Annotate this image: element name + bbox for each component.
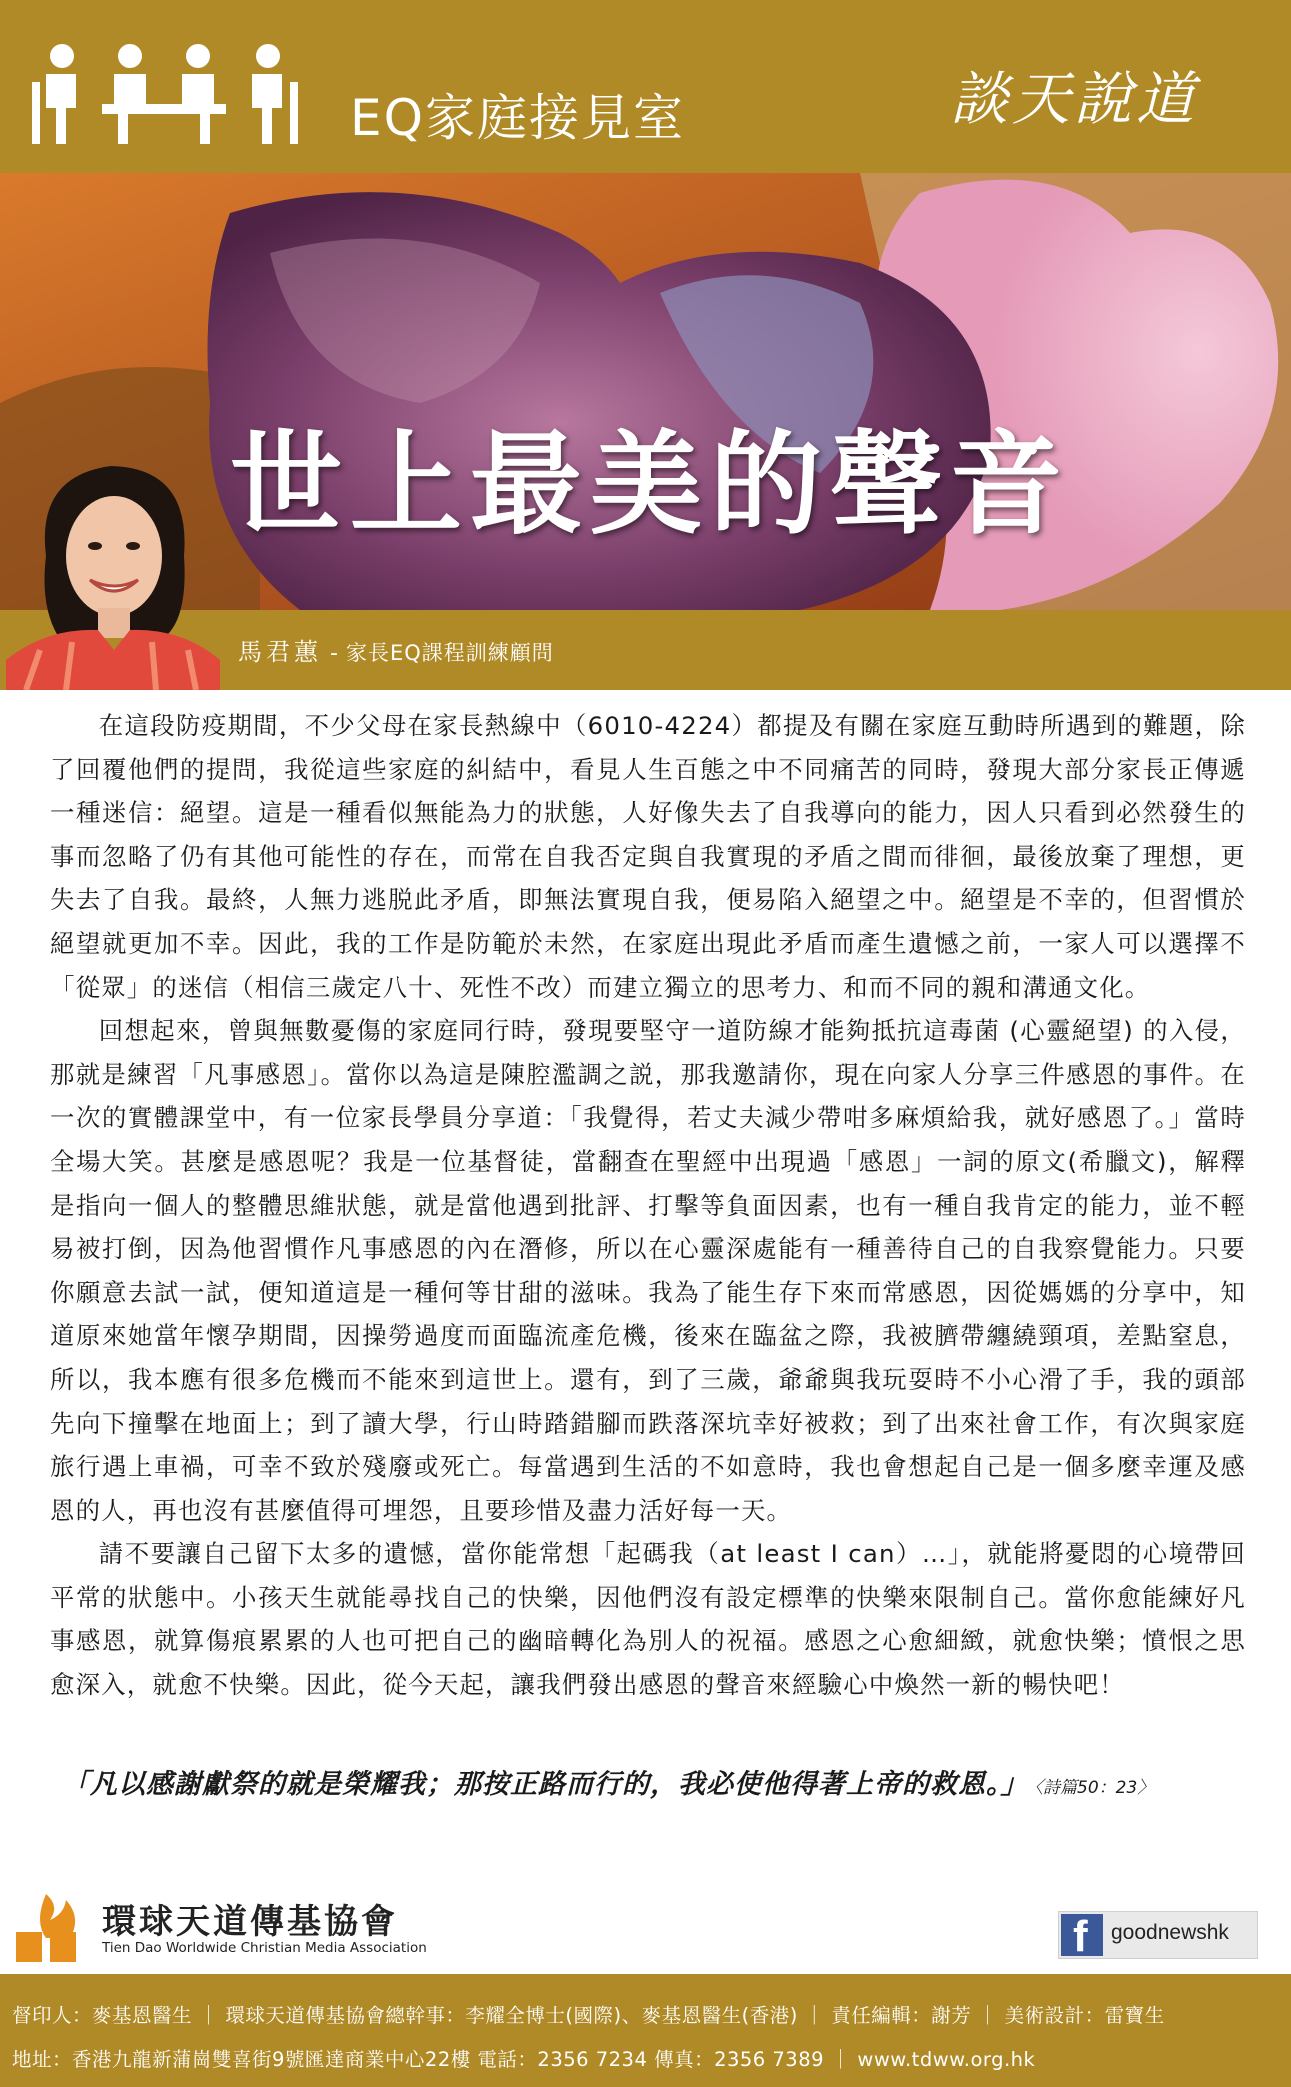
flame-cross-logo-icon bbox=[16, 1892, 98, 1962]
address-line: 地址：香港九龍新蒲崗雙喜街9號匯達商業中心22樓 電話：2356 7234 傳真：2356 7389 ｜ www.tdww.org.hk bbox=[12, 2048, 1036, 2071]
facebook-link[interactable] bbox=[1058, 1911, 1258, 1959]
brand-logo-text: 談天說道 bbox=[950, 65, 1199, 133]
scripture-reference: 〈詩篇50：23〉 bbox=[1034, 1778, 1155, 1798]
organization-name: 環球天道傳基協會 bbox=[102, 1902, 398, 1942]
scripture-text: 「凡以感謝獻祭的就是榮耀我；那按正路而行的，我必使他得著上帝的救恩。」 bbox=[62, 1769, 1029, 1800]
article-paragraph: 在這段防疫期間，不少父母在家長熱線中（6010-4224）都提及有關在家庭互動時所遇到的難題，除了回覆他們的提問，我從這些家庭的糾結中，看見人生百態之中不同痛苦的同時，發現大部分家長正傳遞一種迷信：絕望。這是一種看似無能為力的狀態，人好像失去了自我導向的能力，因人只看到必然發生的事而忽略了仍有其他可能性的存在，而常在自我否定與自我實現的矛盾之間而徘徊，最後放棄了理想，更失去了自我。最終，人無力逃脱此矛盾，即無法實現自我，便易陷入絕望之中。絕望是不幸的，但習慣於絕望就更加不幸。因此，我的工作是防範於未然，在家庭出現此矛盾而產生遺憾之前，一家人可以選擇不「從眾」的迷信（相信三歲定八十、死性不改）而建立獨立的思考力、和而不同的親和溝通文化。 bbox=[50, 711, 1246, 1002]
article-body bbox=[50, 704, 1246, 1707]
organization-logo bbox=[16, 1892, 436, 1962]
family-meeting-icon bbox=[28, 42, 328, 152]
header-band bbox=[0, 0, 1291, 173]
article-paragraph: 回想起來，曾與無數憂傷的家庭同行時，發現要堅守一道防線才能夠抵抗這毒菌 (心靈絕望) 的入侵，那就是練習「凡事感恩」。當你以為這是陳腔濫調之説，那我邀請你，現在向家人分享三件感恩的事件。在一次的實體課堂中，有一位家長學員分享道：「我覺得，若丈夫減少帶咁多麻煩給我，就好感恩了。」當時全場大笑。甚麼是感恩呢？我是一位基督徒，當翻查在聖經中出現過「感恩」一詞的原文(希臘文)，解釋是指向一個人的整體思維狀態，就是當他遇到批評、打擊等負面因素，也有一種自我肯定的能力，並不輕易被打倒，因為他習慣作凡事感恩的內在潛修，所以在心靈深處能有一種善待自己的自我察覺能力。只要你願意去試一試，便知道這是一種何等甘甜的滋味。我為了能生存下來而常感恩，因從媽媽的分享中，知道原來她當年懷孕期間，因操勞過度而面臨流產危機，後來在臨盆之際，我被臍帶纏繞頸項，差點窒息，所以，我本應有很多危機而不能來到這世上。還有，到了三歲，爺爺與我玩耍時不小心滑了手，我的頭部先向下撞擊在地面上；到了讀大學，行山時踏錯腳而跌落深坑幸好被救；到了出來社會工作，有次與家庭旅行遇上車禍，可幸不致於殘廢或死亡。每當遇到生活的不如意時，我也會想起自己是一個多麼幸運及感恩的人，再也沒有甚麼值得可埋怨，且要珍惜及盡力活好每一天。 bbox=[50, 1016, 1246, 1525]
footer-band bbox=[0, 1974, 1291, 2087]
author-byline bbox=[238, 632, 554, 667]
article-headline: 世上最美的聲音 bbox=[230, 420, 1070, 550]
column-title: EQ家庭接見室 bbox=[350, 89, 685, 147]
author-separator: - bbox=[330, 641, 338, 666]
author-role: 家長EQ課程訓練顧問 bbox=[345, 641, 554, 665]
credits-line: 督印人：麥基恩醫生 ｜ 環球天道傳基協會總幹事：李耀全博士(國際)、麥基恩醫生(香港) ｜ 責任編輯：謝芳 ｜ 美術設計：雷寶生 bbox=[12, 2004, 1165, 2027]
author-name: 馬君蕙 bbox=[238, 638, 322, 666]
facebook-handle: goodnewshk bbox=[1111, 1921, 1229, 1944]
author-portrait bbox=[6, 446, 220, 690]
facebook-icon bbox=[1061, 1912, 1103, 1961]
article-paragraph: 請不要讓自己留下太多的遺憾，當你能常想「起碼我（at least I can）…」，就能將憂悶的心境帶回平常的狀態中。小孩天生就能尋找自己的快樂，因他們沒有設定標準的快樂來限制自己。當你愈能練好凡事感恩，就算傷痕累累的人也可把自己的幽暗轉化為別人的祝福。感恩之心愈細緻，就愈快樂；憤恨之思愈深入，就愈不快樂。因此，從今天起，讓我們發出感恩的聲音來經驗心中煥然一新的暢快吧！ bbox=[50, 1539, 1246, 1700]
facebook-icon-letter: f bbox=[1073, 1912, 1088, 1961]
organization-name-english: Tien Dao Worldwide Christian Media Association bbox=[102, 1940, 427, 1956]
scripture-quote bbox=[62, 1762, 1262, 1801]
